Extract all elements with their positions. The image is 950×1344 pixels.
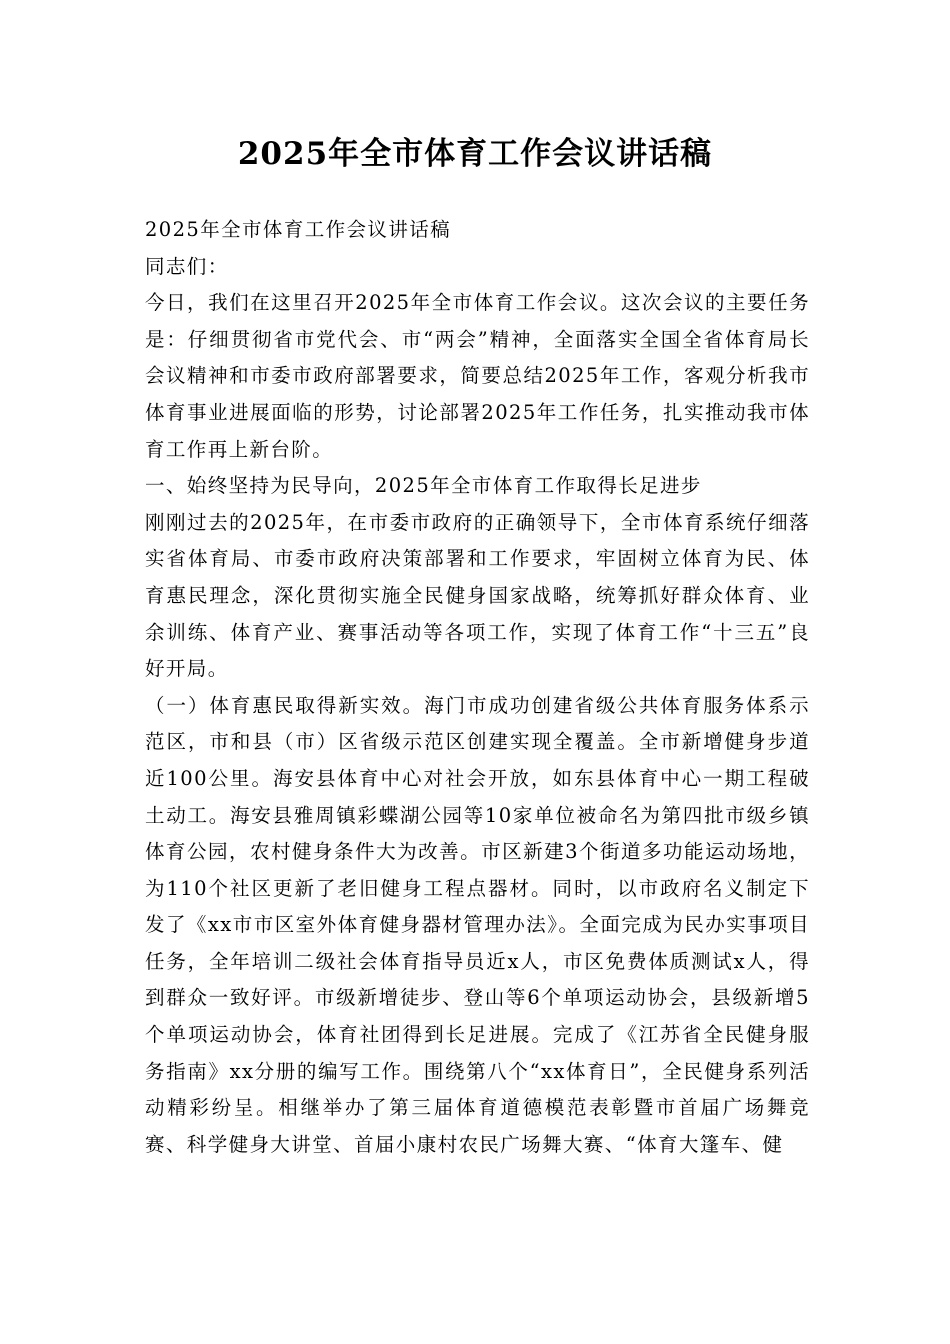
section-heading-1: 一、始终坚持为民导向，2025年全市体育工作取得长足进步	[145, 474, 702, 498]
document-body	[145, 212, 810, 1163]
paragraph-subtitle: 2025年全市体育工作会议讲话稿	[145, 218, 452, 241]
paragraph-review: 刚刚过去的2025年，在市委市政府的正确领导下，全市体育系统仔细落实省体育局、市委市政府决策部署和工作要求，牢固树立体育为民、体育惠民理念，深化贯彻实施全民健身国家战略，统筹抓好群众体育、业余训练、体育产业、赛事活动等各项工作，实现了体育工作“十三五”良好开局。	[145, 510, 810, 681]
document-title: 2025年全市体育工作会议讲话稿	[237, 136, 713, 172]
paragraph-subsection-1: （一）体育惠民取得新实效。海门市成功创建省级公共体育服务体系示范区，市和县（市）区省级示范区创建实现全覆盖。全市新增健身步道近100公里。海安县体育中心对社会开放，如东县体育中心一期工程破土动工。海安县雅周镇彩蝶湖公园等10家单位被命名为第四批市级乡镇体育公园，农村健身条件大为改善。市区新建3个街道多功能运动场地，为110个社区更新了老旧健身工程点器材。同时，以市政府名义制定下发了《xx市市区室外体育健身器材管理办法》。全面完成为民办实事项目任务，全年培训二级社会体育指导员近x人，市区免费体质测试x人，得到群众一致好评。市级新增徒步、登山等6个单项运动协会，县级新增5个单项运动协会，体育社团得到长足进展。完成了《江苏省全民健身服务指南》xx分册的编写工作。围绕第八个“xx体育日”，全民健身系列活动精彩纷呈。相继举办了第三届体育道德模范表彰暨市首届广场舞竞赛、科学健身大讲堂、首届小康村农民广场舞大赛、“体育大篷车、健	[145, 693, 810, 1156]
paragraph-intro: 今日，我们在这里召开2025年全市体育工作会议。这次会议的主要任务是：仔细贯彻省市党代会、市“两会”精神，全面落实全国全省体育局长会议精神和市委市政府部署要求，简要总结2025年工作，客观分析我市体育事业进展面临的形势，讨论部署2025年工作任务，扎实推动我市体育工作再上新台阶。	[145, 291, 810, 461]
paragraph-salutation: 同志们：	[145, 254, 229, 278]
